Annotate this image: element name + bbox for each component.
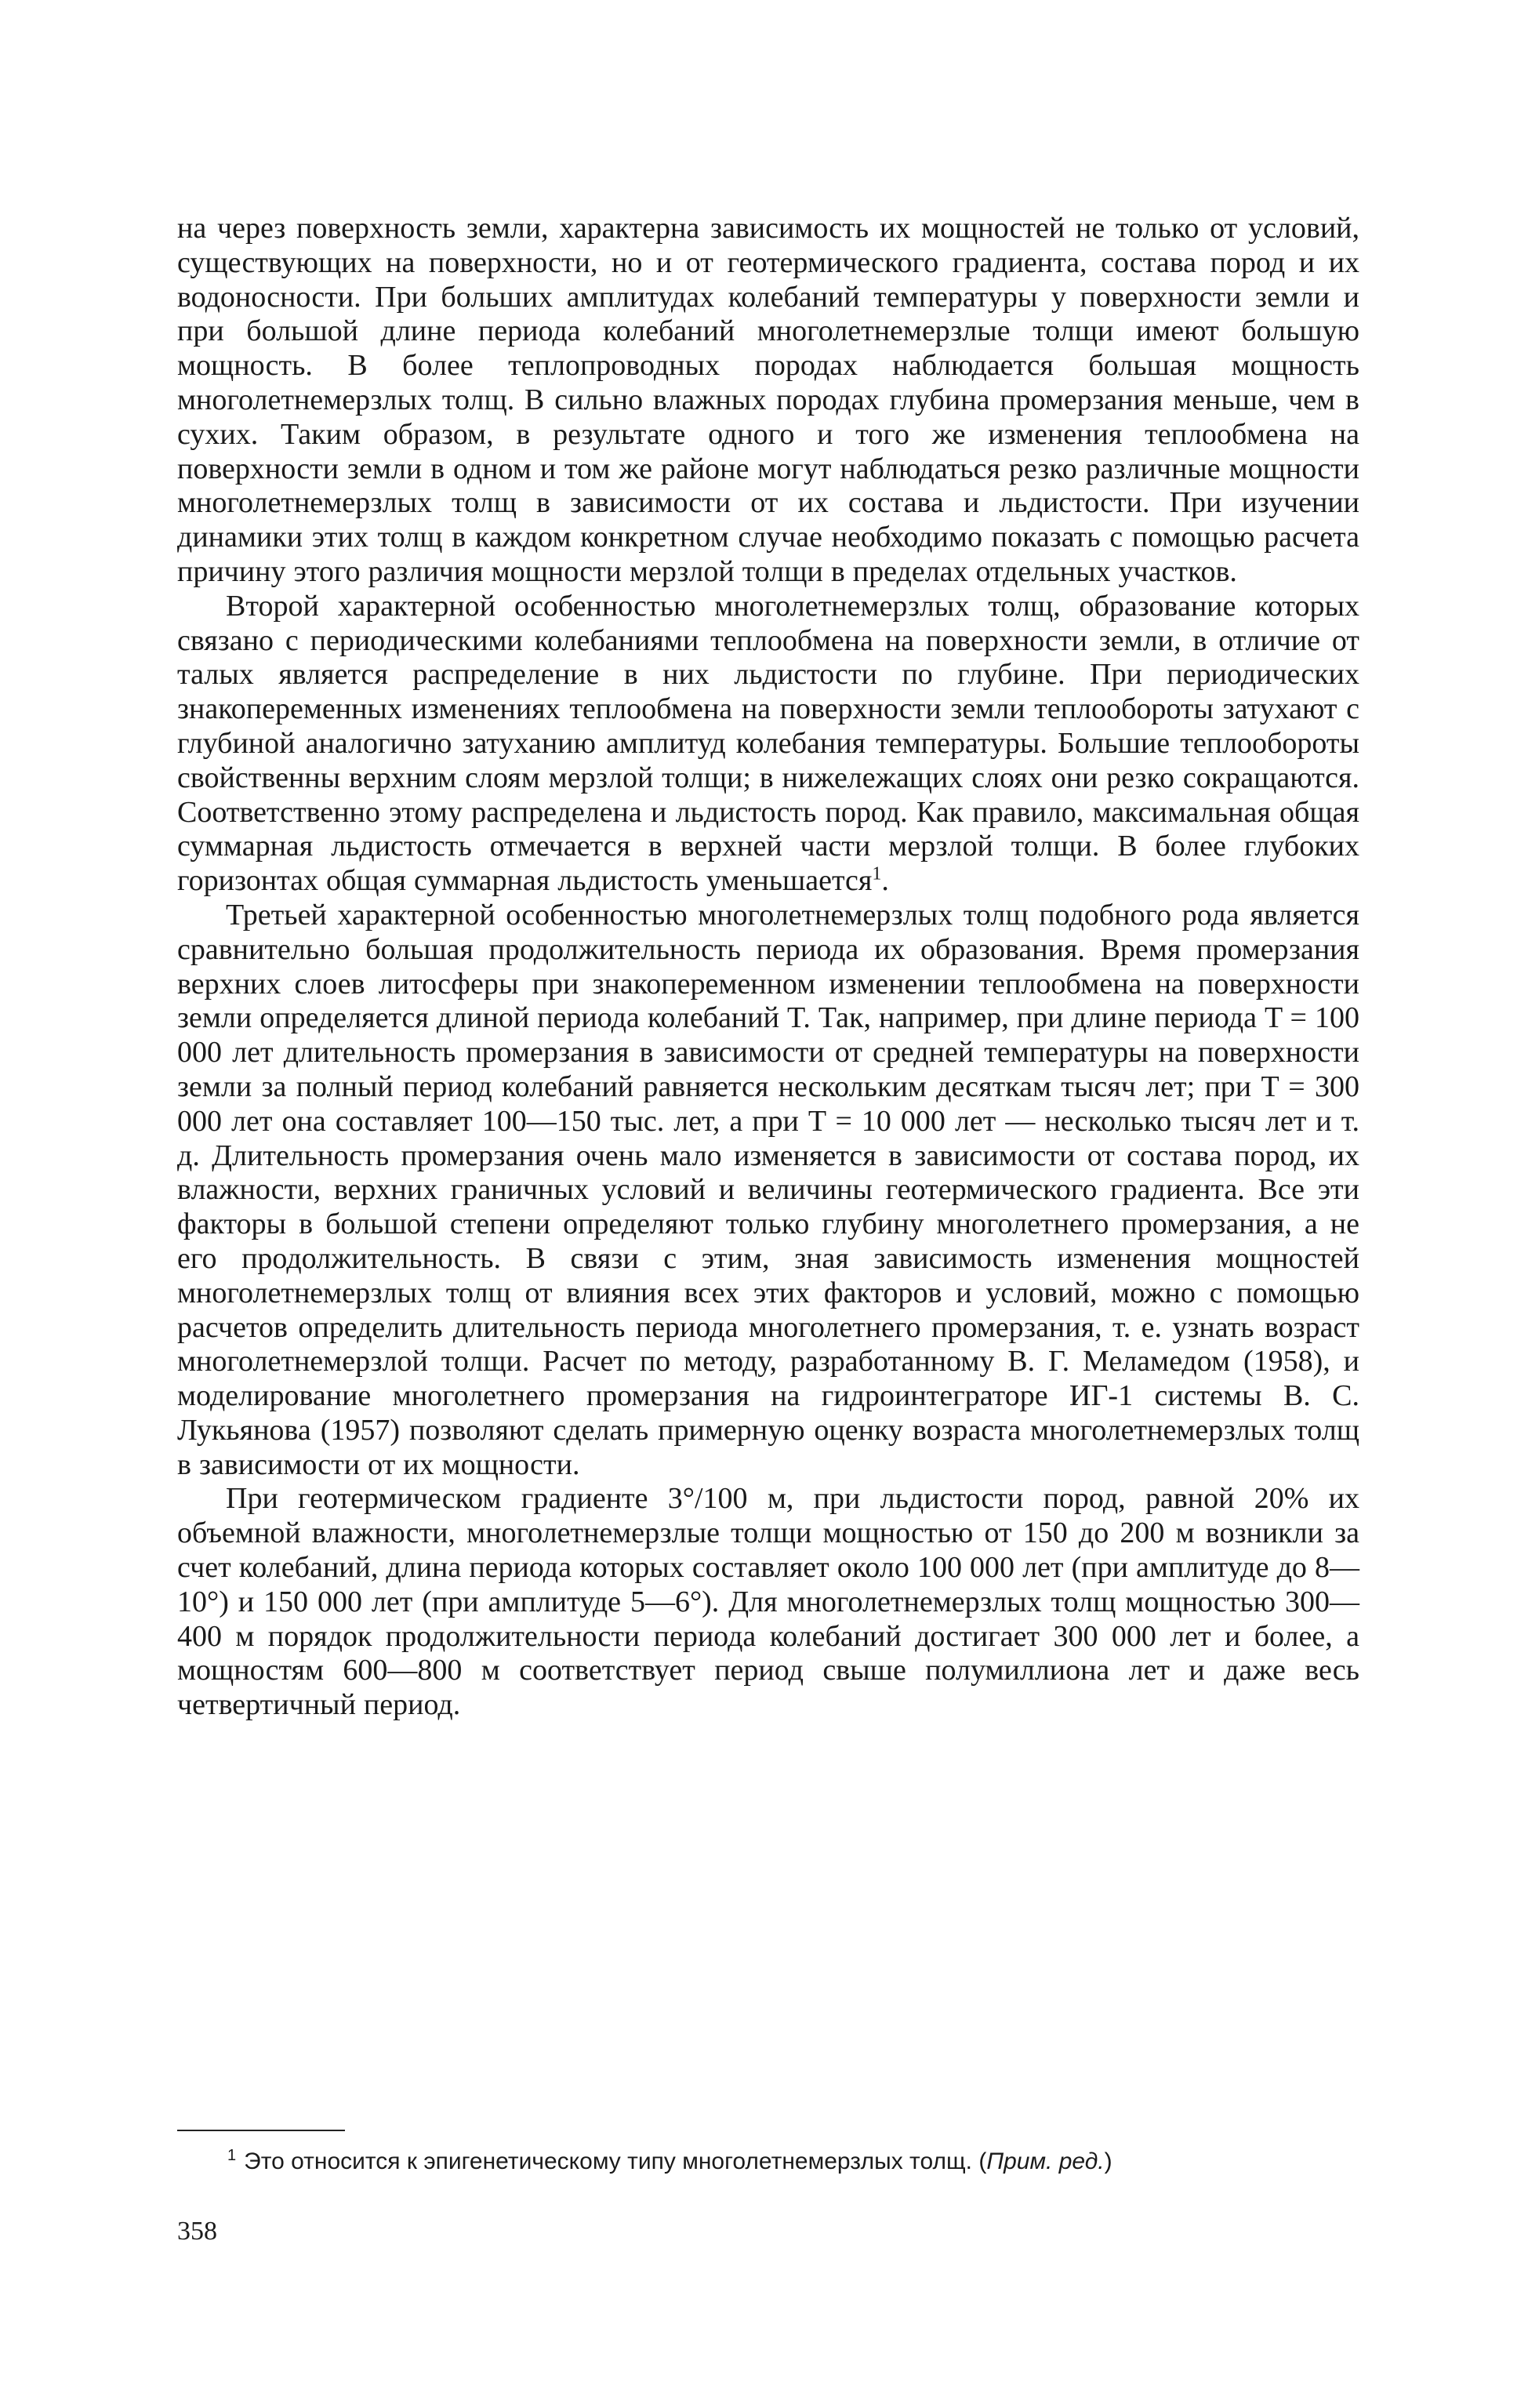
paragraph-1-text: на через поверхность земли, характерна зависимость их мощностей не только от условий, существующих на поверхности, но и от геотермического градиента, состава пород и их водоносности. При больших амплитудах колебаний температуры у поверхности земли и при большой длине периода колебаний многолетнемерзлые толщи имеют большую мощность. В более теплопроводных породах наблюдается большая мощность многолетнемерзлых толщ. В сильно влажных породах глубина промерзания меньше, чем в сухих. Таким образом, в результате одного и того же изменения теплообмена на поверхности земли в одном и том же районе могут наблюдаться резко различные мощности многолетнемерзлых толщ в зависимости от их состава и льдистости. При изучении динамики этих толщ в каждом конкретном случае необходимо показать с помощью расчета причину этого различия мощности мерзлой толщи в пределах отдельных участков. — [177, 212, 1359, 588]
footnote-divider — [177, 2130, 345, 2131]
footnote-editor-note: Прим. ред. — [986, 2148, 1105, 2174]
paragraph-2-end: . — [881, 864, 889, 898]
paragraph-4 — [177, 1482, 1359, 1723]
footnote-reference[interactable]: 1 — [872, 863, 882, 884]
footnote-text: Это относится к эпигенетическому типу многолетнемерзлых толщ. — [244, 2148, 972, 2174]
paragraph-1 — [177, 212, 1359, 590]
paragraph-2 — [177, 590, 1359, 899]
footnote-note-open: ( — [978, 2148, 987, 2174]
footnote-note-close: ) — [1104, 2148, 1112, 2174]
paragraph-3 — [177, 899, 1359, 1483]
paragraph-2-text: Второй характерной особенностью многолетнемерзлых толщ, образование которых связано с периодическими колебаниями теплообмена на поверхности земли, в отличие от талых является распределение в них льдистости по глубине. При периодических знакопеременных изменениях теплообмена на поверхности земли теплообороты затухают с глубиной аналогично затуханию амплитуд колебания температуры. Большие теплообороты свойственны верхним слоям мерзлой толщи; в нижележащих слоях они резко сокращаются. Соответственно этому распределена и льдистость пород. Как правило, максимальная общая суммарная льдистость отмечается в верхней части мерзлой толщи. В более глубоких горизонтах общая суммарная льдистость уменьшается — [177, 589, 1359, 898]
page-body — [177, 212, 1359, 1723]
page-number: 358 — [177, 2217, 217, 2246]
footnote — [227, 2147, 1364, 2177]
paragraph-3-text: Третьей характерной особенностью многолетнемерзлых толщ подобного рода является сравнительно большая продолжительность периода их образования. Время промерзания верхних слоев литосферы при знакопеременном изменении теплообмена на поверхности земли определяется длиной периода колебаний T. Так, например, при длине периода T = 100 000 лет длительность промерзания в зависимости от средней температуры на поверхности земли за полный период колебаний равняется нескольким десяткам тысяч лет; при T = 300 000 лет она составляет 100—150 тыс. лет, а при T = 10 000 лет — несколько тысяч лет и т. д. Длительность промерзания очень мало изменяется в зависимости от состава пород, их влажности, верхних граничных условий и величины геотермического градиента. Все эти факторы в большой степени определяют только глубину многолетнего промерзания, а не его продолжительность. В связи с этим, зная зависимость изменения мощностей многолетнемерзлых толщ от влияния всех этих факторов и условий, можно с помощью расчетов определить длительность периода многолетнего промерзания, т. е. узнать возраст многолетнемерзлой толщи. Расчет по методу, разработанному В. Г. Меламедом (1958), и моделирование многолетнего промерзания на гидроинтеграторе ИГ-1 системы В. С. Лукьянова (1957) позволяют сделать примерную оценку возраста многолетнемерзлых толщ в зависимости от их мощности. — [177, 898, 1359, 1481]
footnote-marker: 1 — [227, 2147, 237, 2164]
paragraph-4-text: При геотермическом градиенте 3°/100 м, при льдистости пород, равной 20% их объемной влажности, многолетнемерзлые толщи мощностью от 150 до 200 м возникли за счет колебаний, длина периода которых составляет около 100 000 лет (при амплитуде до 8—10°) и 150 000 лет (при амплитуде 5—6°). Для многолетнемерзлых толщ мощностью 300—400 м порядок продолжительности периода колебаний достигает 300 000 лет и более, а мощностям 600—800 м соответствует период свыше полумиллиона лет и даже весь четвертичный период. — [177, 1482, 1359, 1722]
